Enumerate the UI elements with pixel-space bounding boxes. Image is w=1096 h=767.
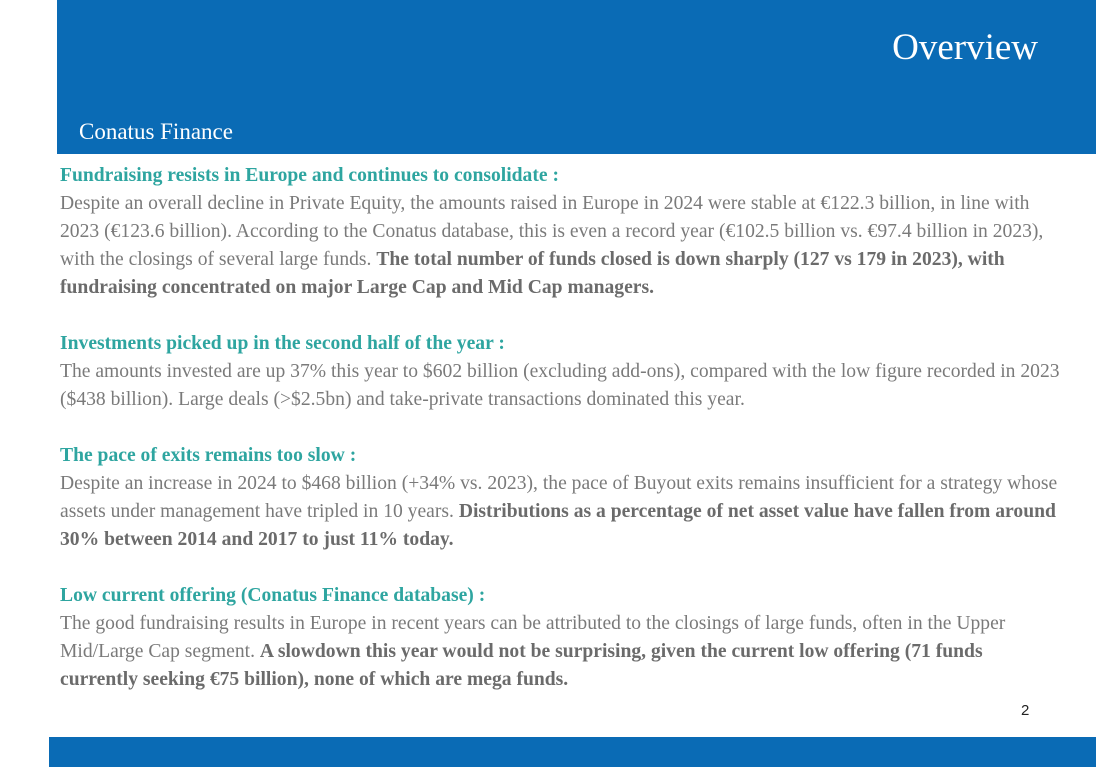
section-heading: Low current offering (Conatus Finance database) :: [60, 585, 486, 606]
section-heading: Investments picked up in the second half of the year :: [60, 333, 505, 354]
body-emphasis: The total number of funds closed is down sharply (127 vs 179 in 2023), with fundraising concentrated on major Large Cap and Mid Cap managers.: [60, 249, 1005, 298]
slide-title: Overview: [892, 27, 1038, 68]
body-emphasis: A slowdown this year would not be surprising, given the current low offering (71 funds currently seeking €75 billion), none of which are mega funds.: [60, 641, 983, 690]
section-heading: Fundraising resists in Europe and continues to consolidate :: [60, 165, 559, 186]
body-text: The good fundraising results in Europe in recent years can be attributed to the closings of large funds, often in the Upper Mid/Large Cap segment.: [60, 613, 1006, 662]
brand-name: Conatus Finance: [79, 119, 233, 144]
page-number: 2: [1021, 702, 1030, 719]
footer-band: [49, 737, 1096, 767]
section-body: [60, 610, 1060, 694]
body-text: Despite an overall decline in Private Equity, the amounts raised in Europe in 2024 were stable at €122.3 billion, in line with 2023 (€123.6 billion). According to the Conatus database, this is even a record year (€102.5 billion vs. €97.4 billion in 2023), with the closings of several large funds.: [60, 193, 1044, 270]
section-body: [60, 190, 1060, 302]
section-body: [60, 358, 1060, 414]
section-heading: The pace of exits remains too slow :: [60, 445, 357, 466]
body-text: The amounts invested are up 37% this year to $602 billion (excluding add-ons), compared with the low figure recorded in 2023 ($438 billion). Large deals (>$2.5bn) and take-private transactions dominated this year.: [60, 361, 1060, 410]
section-fundraising: [60, 162, 1060, 302]
section-body: [60, 470, 1060, 554]
header-band: [57, 0, 1096, 154]
body-emphasis: Distributions as a percentage of net asset value have fallen from around 30% between 2014 and 2017 to just 11% today.: [60, 501, 1056, 550]
section-offering: [60, 582, 1060, 694]
content-body: [60, 162, 1060, 694]
section-investments: [60, 330, 1060, 414]
section-exits: [60, 442, 1060, 554]
body-text: Despite an increase in 2024 to $468 billion (+34% vs. 2023), the pace of Buyout exits remains insufficient for a strategy whose assets under management have tripled in 10 years.: [60, 473, 1058, 522]
